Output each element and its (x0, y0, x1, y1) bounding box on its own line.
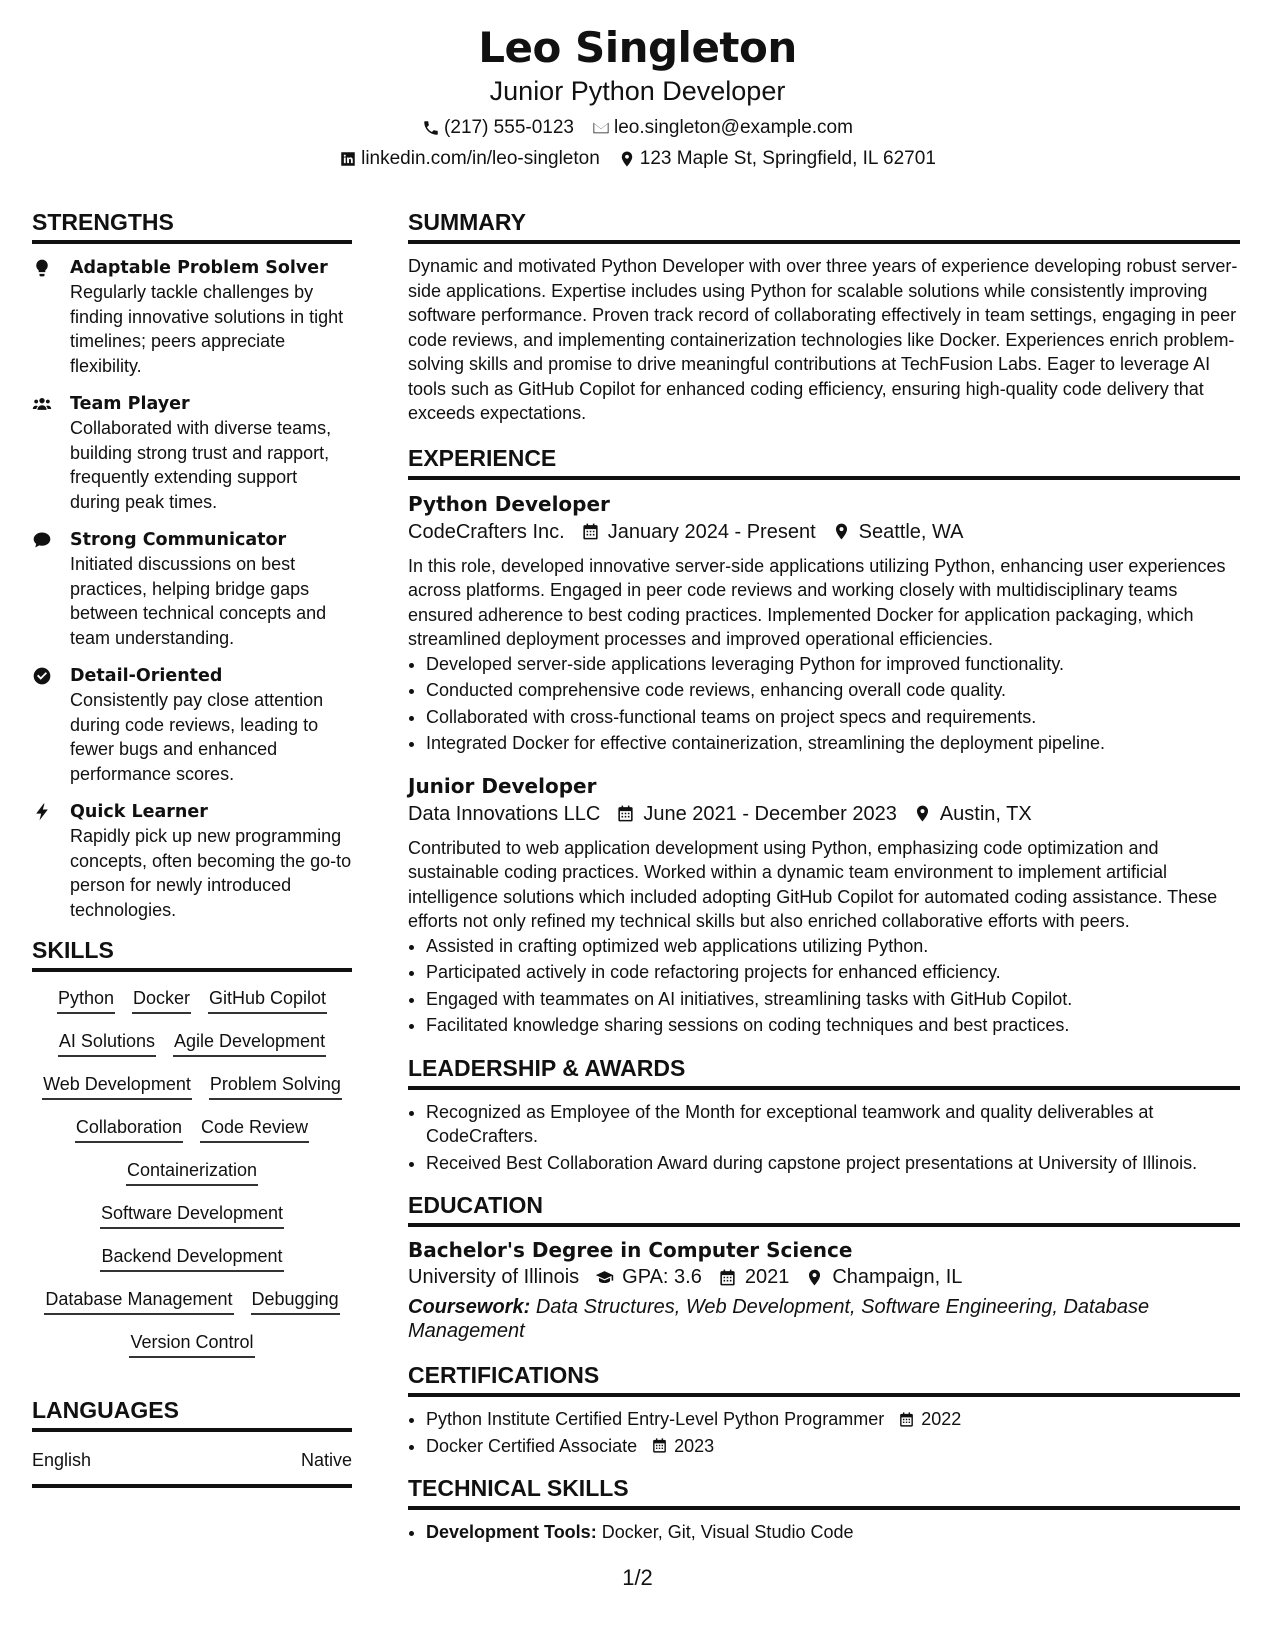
job-title: Junior Developer (408, 773, 597, 798)
email-contact[interactable] (592, 116, 853, 140)
experience-item (408, 490, 1240, 756)
experience-item (408, 772, 1240, 1038)
job-meta (408, 800, 1240, 828)
check-circle-icon (32, 666, 52, 686)
job-bullets (408, 652, 1240, 756)
skills-heading: SKILLS (32, 936, 352, 972)
strength-title: Adaptable Problem Solver (70, 258, 328, 278)
technical-skill-label: Development Tools: (426, 1522, 597, 1542)
degree-title: Bachelor's Degree in Computer Science (408, 1238, 853, 1262)
contact-row-1 (0, 116, 1275, 140)
certification-item (426, 1407, 1240, 1432)
summary-text: Dynamic and motivated Python Developer with over three years of experience developing robust server-side applications. Expertise includes using Python for scalable solutions while consistently improving software performance. Proven track record of collaborating effectively in team settings, engaging in peer code reviews, and implementing containerization technologies like Docker. Experiences enrich problem-solving skills and promise to drive meaningful contributions at TechFusion Labs. Eager to leverage AI tools such as GitHub Copilot for enhanced coding efficiency, ensuring high-quality code delivery that exceeds expectations. (408, 256, 1238, 423)
calendar-icon (898, 1411, 915, 1428)
job-bullets (408, 934, 1240, 1038)
strength-title: Team Player (70, 394, 190, 414)
job-title: Python Developer (408, 491, 610, 516)
address-contact (618, 147, 936, 171)
candidate-name: Leo Singleton (478, 23, 797, 72)
strength-item (32, 528, 352, 650)
languages-heading: LANGUAGES (32, 1396, 352, 1432)
coursework-list: Data Structures, Web Development, Software Engineering, Database Management (408, 1296, 1150, 1342)
strengths-list (32, 256, 352, 922)
envelope-icon (592, 119, 610, 137)
comment-icon (32, 530, 52, 550)
school-name: University of Illinois (408, 1266, 580, 1288)
job-dates: January 2024 - Present (607, 520, 816, 543)
technical-skills-list (408, 1520, 1240, 1545)
job-location: Austin, TX (939, 802, 1032, 825)
skill-tag: Agile Development (173, 1029, 326, 1057)
linkedin-icon (339, 150, 357, 168)
users-icon (32, 394, 52, 414)
graduation-year: 2021 (744, 1266, 790, 1288)
technical-skills-heading: TECHNICAL SKILLS (408, 1474, 1240, 1510)
job-description: Contributed to web application development using Python, emphasizing code optimization and sustainable coding practices. Worked within a dynamic team environment to implement artificial intelligence solutions which included adopting GitHub Copilot for automated coding assistance. These efforts not only refined my technical skills but also enriched collaborative efforts with peers. (408, 837, 1218, 931)
linkedin-text[interactable]: linkedin.com/in/leo-singleton (361, 148, 600, 169)
strength-title: Detail-Oriented (70, 666, 223, 686)
certification-year: 2022 (921, 1409, 962, 1429)
strength-desc: Consistently pay close attention during code reviews, leading to fewer bugs and enhanced performance scores. (70, 690, 324, 784)
coursework-label: Coursework: (408, 1296, 531, 1318)
strengths-heading: STRENGTHS (32, 208, 352, 244)
technical-skill-item (426, 1520, 1240, 1545)
skill-tag: Collaboration (75, 1115, 183, 1143)
email-text[interactable]: leo.singleton@example.com (613, 117, 853, 138)
school-location: Champaign, IL (832, 1266, 963, 1288)
phone-contact (422, 116, 574, 140)
job-bullet: • Developed server-side applications leveraging Python for improved functionality. (426, 652, 1240, 677)
map-pin-icon (805, 1268, 824, 1287)
certifications-list (408, 1407, 1240, 1458)
job-company: Data Innovations LLC (408, 802, 601, 825)
certification-name: • Python Institute Certified Entry-Level Python Programmer (426, 1409, 885, 1429)
phone-text: (217) 555-0123 (444, 117, 574, 138)
skills-list (32, 982, 352, 1372)
lightbulb-icon (32, 258, 52, 278)
calendar-icon (616, 804, 635, 823)
map-pin-icon (913, 804, 932, 823)
language-level: Native (300, 1450, 352, 1470)
strength-desc: Collaborated with diverse teams, building strong trust and rapport, frequently extending support during peak times. (70, 418, 332, 512)
skill-tag: Containerization (126, 1158, 258, 1186)
job-bullet: • Assisted in crafting optimized web applications utilizing Python. (426, 934, 1240, 959)
job-bullet: • Participated actively in code refactoring projects for enhanced efficiency. (426, 960, 1240, 985)
job-bullet: • Facilitated knowledge sharing sessions on coding techniques and best practices. (426, 1013, 1240, 1038)
job-location: Seattle, WA (858, 520, 964, 543)
technical-skill-value: Docker, Git, Visual Studio Code (601, 1522, 854, 1542)
strength-desc: Rapidly pick up new programming concepts, often becoming the go-to person for newly introduced technologies. (70, 826, 352, 920)
calendar-icon (651, 1437, 668, 1454)
skill-tag: GitHub Copilot (208, 986, 327, 1014)
strength-title: Quick Learner (70, 802, 208, 822)
education-heading: EDUCATION (408, 1191, 1240, 1227)
job-dates: June 2021 - December 2023 (643, 802, 897, 825)
skill-tag: Debugging (251, 1287, 340, 1315)
certification-name: • Docker Certified Associate (426, 1435, 638, 1456)
leadership-heading: LEADERSHIP & AWARDS (408, 1054, 1240, 1090)
skill-tag: Code Review (200, 1115, 309, 1143)
experience-heading: EXPERIENCE (408, 444, 1240, 480)
certifications-heading: CERTIFICATIONS (408, 1361, 1240, 1397)
strength-title: Strong Communicator (70, 530, 287, 550)
skill-tag: Docker (132, 986, 191, 1014)
job-description: In this role, developed innovative server-side applications utilizing Python, enhancing user experiences across platforms. Engaged in peer code reviews and working closely with multidisciplinary teams ensured adherence to best coding practices. Implemented Docker for application packaging, which streamlined deployment processes and improved operational efficiencies. (408, 555, 1226, 649)
linkedin-contact[interactable] (339, 147, 600, 171)
phone-icon (422, 119, 440, 137)
leadership-list (408, 1100, 1240, 1176)
calendar-icon (718, 1268, 737, 1287)
gpa: GPA: 3.6 (622, 1266, 702, 1288)
candidate-title: Junior Python Developer (489, 76, 786, 106)
strength-item (32, 256, 352, 378)
certification-year: 2023 (674, 1435, 715, 1456)
certification-item (426, 1434, 1240, 1459)
coursework (408, 1295, 1240, 1343)
skill-tag: Python (57, 986, 115, 1014)
map-pin-icon (832, 522, 851, 541)
award-item: • Received Best Collaboration Award during capstone project presentations at University of Illinois. (426, 1151, 1240, 1176)
calendar-icon (581, 522, 600, 541)
summary-heading: SUMMARY (408, 208, 1240, 244)
job-bullet: • Integrated Docker for effective containerization, streamlining the deployment pipeline. (426, 731, 1240, 756)
graduation-cap-icon (595, 1268, 614, 1287)
bolt-icon (32, 802, 52, 822)
language-row (32, 1442, 352, 1488)
job-bullet: • Collaborated with cross-functional teams on project specs and requirements. (426, 705, 1240, 730)
education-meta (408, 1263, 1240, 1291)
strength-item (32, 800, 352, 922)
resume-header (0, 20, 1275, 171)
skill-tag: Software Development (100, 1201, 284, 1229)
map-pin-icon (618, 150, 636, 168)
strength-desc: Regularly tackle challenges by finding innovative solutions in tight timelines; peers appreciate flexibility. (70, 282, 344, 376)
strength-item (32, 664, 352, 786)
address-text: 123 Maple St, Springfield, IL 62701 (639, 148, 936, 169)
job-bullet: • Conducted comprehensive code reviews, enhancing overall code quality. (426, 678, 1240, 703)
award-item: • Recognized as Employee of the Month for exceptional teamwork and quality deliverables at CodeCrafters. (426, 1100, 1240, 1149)
strength-desc: Initiated discussions on best practices, helping bridge gaps between technical concepts and team understanding. (70, 554, 327, 648)
skill-tag: AI Solutions (58, 1029, 156, 1057)
left-column (32, 208, 352, 1488)
contact-row-2 (0, 147, 1275, 171)
right-column (408, 208, 1240, 1547)
skill-tag: Problem Solving (209, 1072, 342, 1100)
skill-tag: Backend Development (100, 1244, 283, 1272)
job-meta (408, 518, 1240, 546)
job-bullet: • Engaged with teammates on AI initiatives, streamlining tasks with GitHub Copilot. (426, 987, 1240, 1012)
skill-tag: Database Management (44, 1287, 233, 1315)
page-number: 1/2 (622, 1565, 653, 1590)
education-item (408, 1237, 1240, 1343)
job-company: CodeCrafters Inc. (408, 520, 565, 543)
skill-tag: Web Development (42, 1072, 192, 1100)
strength-item (32, 392, 352, 514)
language-name: English (32, 1450, 92, 1470)
skill-tag: Version Control (129, 1330, 254, 1358)
